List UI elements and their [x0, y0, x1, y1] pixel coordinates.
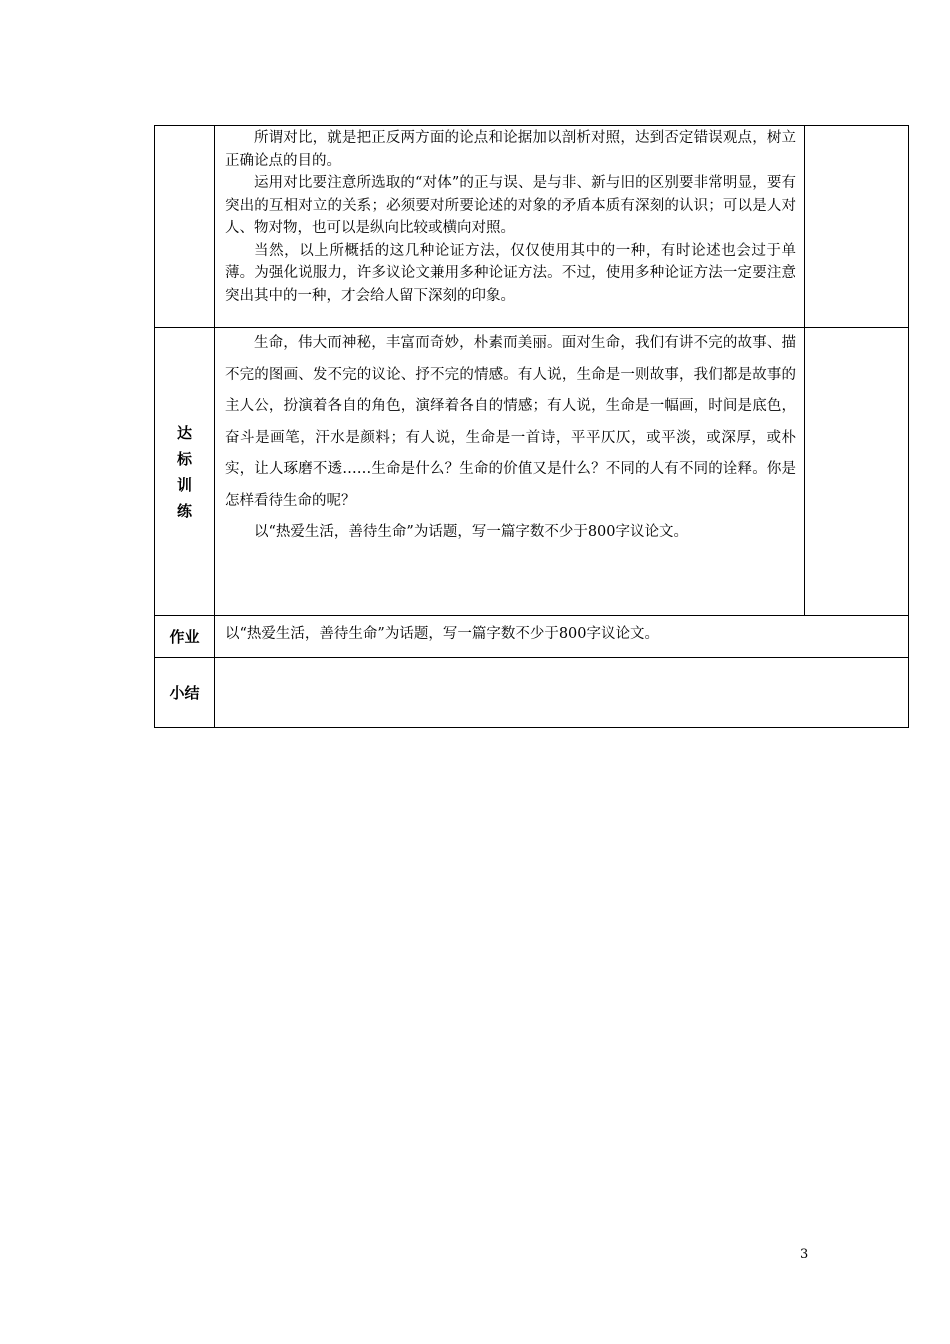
table-row-summary: [155, 658, 909, 728]
training-content-cell: [215, 328, 805, 616]
training-label-char: 达: [176, 423, 192, 442]
table-row-method: [155, 126, 909, 328]
table-row-training: [155, 328, 909, 616]
homework-label-cell: 作业: [155, 616, 215, 658]
method-label-cell: [155, 126, 215, 328]
training-paragraph: 以“热爱生活，善待生命”为话题，写一篇字数不少于800字议论文。: [254, 524, 688, 540]
summary-label-cell: 小结: [155, 658, 215, 728]
training-label-char: 标: [176, 449, 192, 468]
method-content-cell: [215, 126, 805, 328]
page-number: 3: [800, 1247, 809, 1262]
homework-content-cell: 以“热爱生活，善待生命”为话题，写一篇字数不少于800字议论文。: [215, 616, 909, 658]
training-paragraph: 生命，伟大而神秘，丰富而奇妙，朴素而美丽。面对生命，我们有讲不完的故事、描不完的图画、发不完的议论、抒不完的情感。有人说，生命是一则故事，我们都是故事的主人公，扮演着各自的角色，演绎着各自的情感；有人说，生命是一幅画，时间是底色，奋斗是画笔，汗水是颜料；有人说，生命是一首诗，平平仄仄，或平淡，或深厚，或朴实，让人琢磨不透……生命是什么？生命的价值又是什么？不同的人有不同的诠释。你是怎样看待生命的呢？: [225, 335, 796, 509]
training-label-char: 训: [176, 475, 192, 494]
summary-content-cell: [215, 658, 909, 728]
training-label-cell: [155, 328, 215, 616]
lesson-plan-table: [154, 125, 909, 728]
table-row-homework: [155, 616, 909, 658]
method-paragraph: 运用对比要注意所选取的“对体”的正与误、是与非、新与旧的区别要非常明显，要有突出的互相对立的关系；必须要对所要论述的对象的矛盾本质有深刻的认识；可以是人对人、物对物，也可以是纵向比较或横向对照。: [225, 175, 796, 236]
method-notes-cell: [805, 126, 909, 328]
method-paragraph: 所谓对比，就是把正反两方面的论点和论据加以剖析对照，达到否定错误观点，树立正确论点的目的。: [225, 130, 796, 169]
training-label-char: 练: [176, 501, 192, 520]
training-notes-cell: [805, 328, 909, 616]
method-paragraph: 当然，以上所概括的这几种论证方法，仅仅使用其中的一种，有时论述也会过于单薄。为强化说服力，许多议论文兼用多种论证方法。不过，使用多种论证方法一定要注意突出其中的一种，才会给人留下深刻的印象。: [225, 242, 796, 304]
